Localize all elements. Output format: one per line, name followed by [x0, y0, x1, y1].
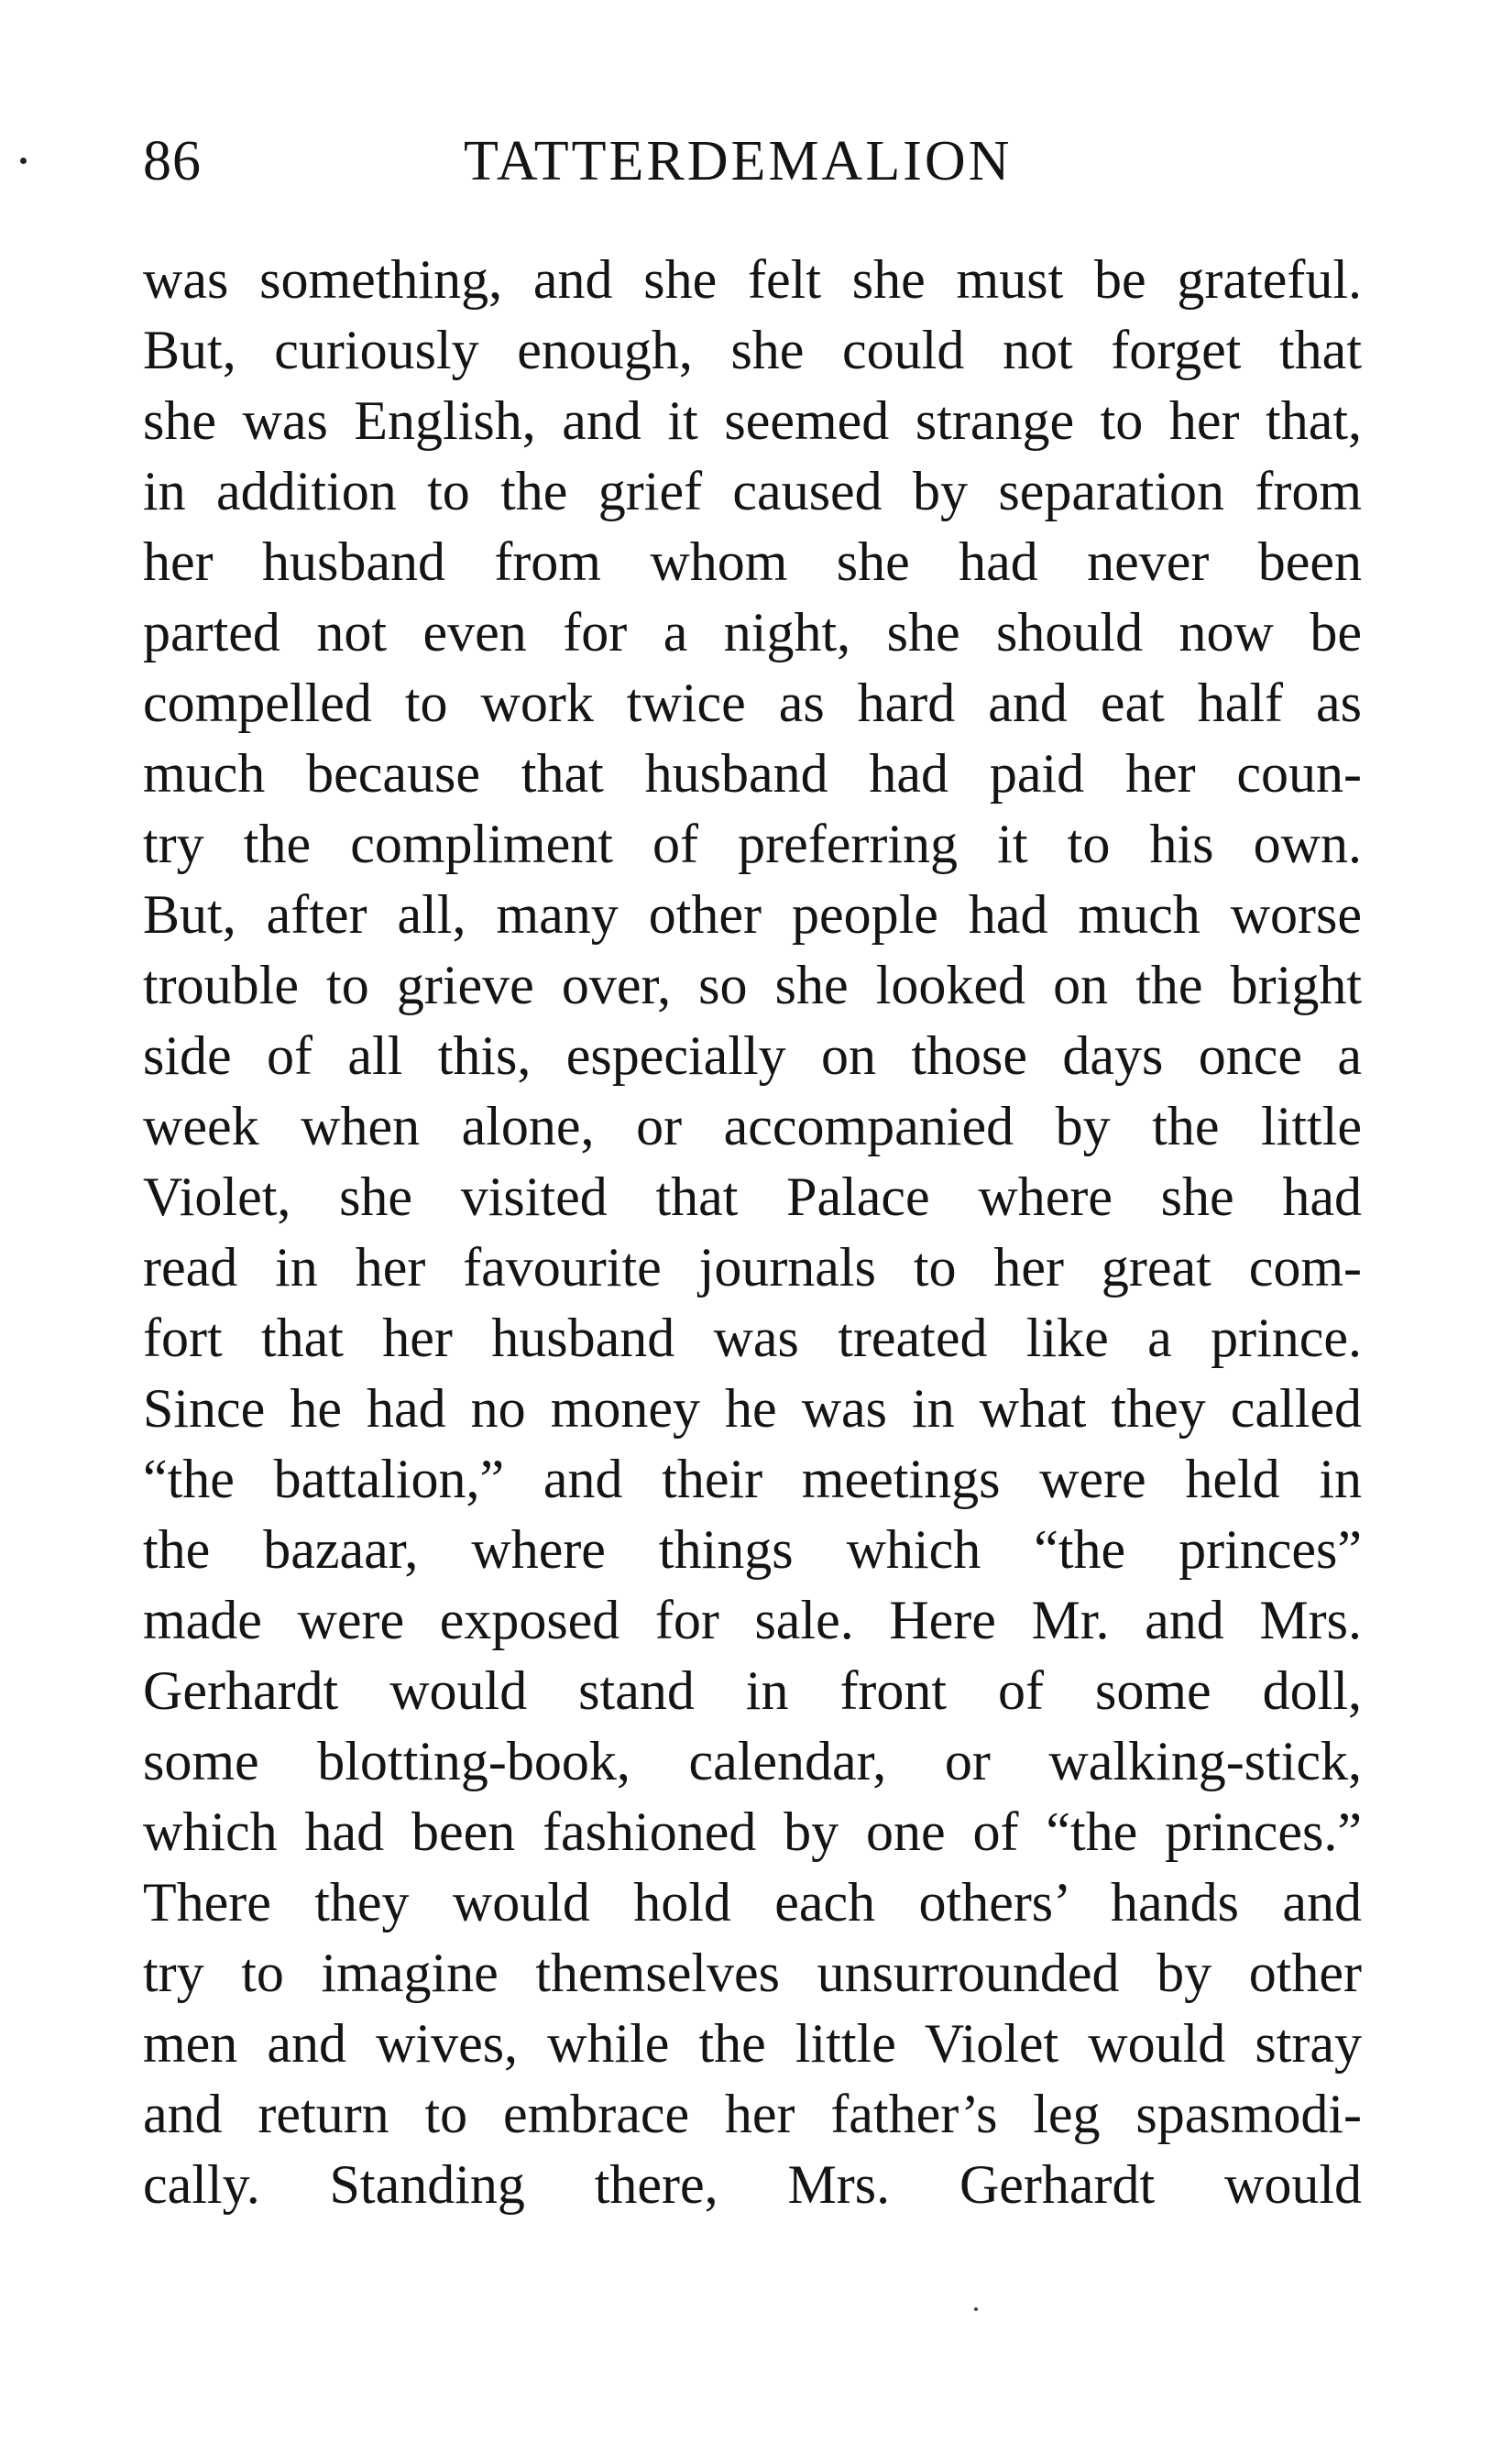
page-number: 86 [143, 130, 202, 192]
text-line: made were exposed for sale. Here Mr. and Mrs. [143, 1590, 1362, 1650]
text-line: Gerhardt would stand in front of some doll, [143, 1660, 1362, 1721]
text-line: Violet, she visited that Palace where she had [143, 1166, 1362, 1227]
text-line: “the battalion,” and their meetings were held in [143, 1449, 1362, 1509]
text-line: she was English, and it seemed strange to her that, [143, 390, 1362, 451]
text-line: try to imagine themselves unsurrounded by other [143, 1943, 1362, 2003]
text-line: There they would hold each others’ hands and [143, 1872, 1362, 1933]
text-line: trouble to grieve over, so she looked on the bright [143, 955, 1362, 1015]
running-head-title: TATTERDEMALION [464, 130, 1013, 192]
body-paragraph [143, 245, 1362, 2220]
text-line: side of all this, especially on those days once a [143, 1025, 1362, 1086]
text-line: Since he had no money he was in what they called [143, 1378, 1362, 1439]
text-line: was something, and she felt she must be grateful. [143, 249, 1362, 310]
text-line: cally. Standing there, Mrs. Gerhardt would [143, 2154, 1362, 2215]
text-line: much because that husband had paid her coun- [143, 743, 1362, 804]
text-line: week when alone, or accompanied by the little [143, 1096, 1362, 1156]
text-line: the bazaar, where things which “the princes” [143, 1519, 1362, 1580]
text-line: compelled to work twice as hard and eat half as [143, 673, 1362, 733]
ink-speck-mark [974, 2307, 978, 2311]
ink-speck-mark [20, 158, 27, 164]
text-line: which had been fashioned by one of “the princes.” [143, 1801, 1362, 1862]
text-line: But, after all, many other people had much worse [143, 884, 1362, 945]
text-line: some blotting-book, calendar, or walking-stick, [143, 1731, 1362, 1791]
text-line: But, curiously enough, she could not forget that [143, 320, 1362, 380]
text-line: fort that her husband was treated like a prince. [143, 1308, 1362, 1368]
text-line: in addition to the grief caused by separation from [143, 461, 1362, 521]
text-line: try the compliment of preferring it to his own. [143, 814, 1362, 874]
text-line: parted not even for a night, she should now be [143, 602, 1362, 663]
page-header [143, 125, 1362, 198]
text-line: men and wives, while the little Violet would stray [143, 2013, 1362, 2074]
text-line: read in her favourite journals to her great com- [143, 1237, 1362, 1298]
text-line: and return to embrace her father’s leg spasmodi- [143, 2084, 1362, 2144]
text-line: her husband from whom she had never been [143, 531, 1362, 592]
